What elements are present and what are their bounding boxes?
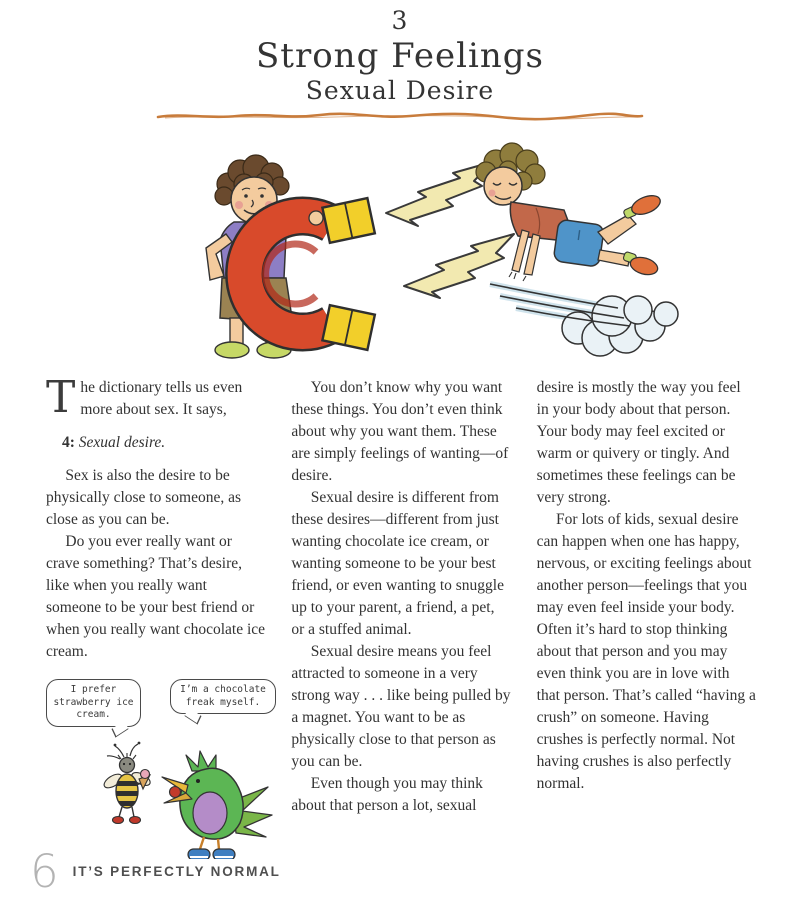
magnet-attraction-illustration <box>148 136 708 361</box>
column-2 <box>291 377 510 859</box>
column-1 <box>46 372 266 859</box>
paragraph: desire is mostly the way you feel in your body about that person. Your body may feel excited or warm or quivery or tingly. And sometimes these feelings can be very strong. <box>536 379 741 506</box>
paragraph: Even though you may think about that person a lot, sexual <box>291 775 483 814</box>
girl-character <box>476 143 663 281</box>
paragraph: Sex is also the desire to be physically close to someone, as close as you can be. <box>46 467 241 528</box>
paragraph-text: he dictionary tells us even more about sex. It says, <box>80 379 243 418</box>
paragraph: For lots of kids, sexual desire can happen when one has happy, nervous, or exciting feelings about another person—feelings that you may even feel inside your body. Often it’s hard to stop thinking about that person and you may even think you are in love with that person. That’s called “having a crush” on someone. Having crushes is perfectly normal. Not having crushes is also perfectly normal. <box>536 511 756 792</box>
book-title: IT’S PERFECTLY NORMAL <box>72 864 281 879</box>
definition-number: 4: <box>62 434 75 451</box>
paragraph: Sexual desire means you feel attracted to someone in a very strong way . . . like being pulled by a magnet. You want to be as physically close to that person as you can be. <box>291 643 511 770</box>
text-columns <box>0 372 800 859</box>
girl-shorts <box>553 219 604 267</box>
definition-text: Sexual desire. <box>78 434 166 451</box>
chapter-header <box>0 0 800 106</box>
dust-cloud-icon <box>490 284 678 356</box>
cartoon-vignette <box>46 679 265 859</box>
chapter-title: Strong Feelings <box>256 36 544 76</box>
speech-bubble-strawberry: I prefer strawberry ice cream. <box>46 679 141 727</box>
paragraph <box>46 372 265 423</box>
paragraph: Do you ever really want or crave something? That’s desire, like when you really want someone to be your best friend or when you really want chocolate ice cream. <box>46 533 266 660</box>
page-number: 6 <box>30 845 59 898</box>
magnet-icon <box>245 198 375 350</box>
bee-and-bird-drawing <box>58 737 276 859</box>
page-footer <box>30 845 281 898</box>
wavy-divider-line <box>155 110 645 122</box>
speech-bubble-chocolate: I’m a chocolate freak myself. <box>170 679 276 714</box>
boy-hand <box>309 211 323 225</box>
bee-character <box>102 742 152 824</box>
girl-leg <box>598 215 636 244</box>
dictionary-definition <box>62 432 265 454</box>
drop-cap: T <box>46 372 76 423</box>
bird-character <box>162 751 272 859</box>
chapter-subtitle: Sexual Desire <box>305 76 495 105</box>
paragraph: You don’t know why you want these things. You don’t even think about why you want them. These are simply feelings of wanting—of desire. <box>291 379 509 484</box>
chapter-number: 3 <box>391 6 409 35</box>
paragraph: Sexual desire is different from these desires—different from just wanting chocolate ice cream, or wanting someone to be your best friend, or even wanting to snuggle up to your parent, a friend, a pet, or a stuffed animal. <box>291 489 504 638</box>
column-3 <box>537 377 756 859</box>
